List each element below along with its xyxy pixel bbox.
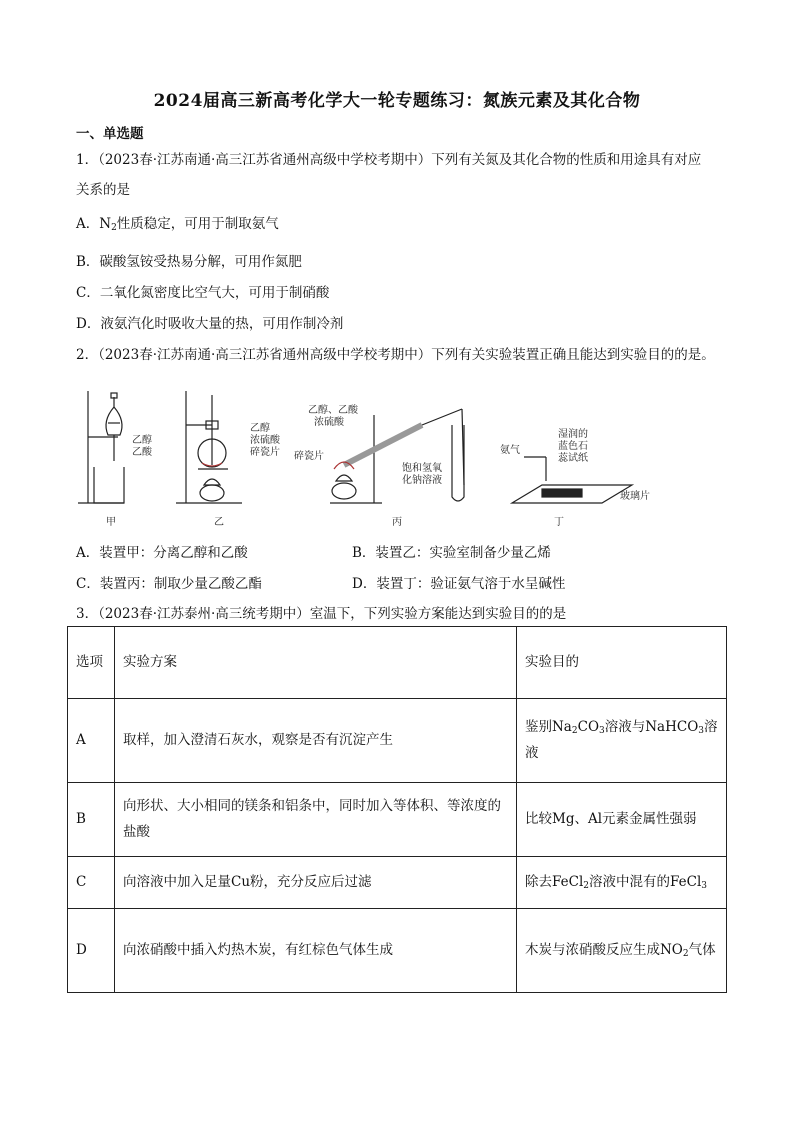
q2-option-c: C．装置丙：制取少量乙酸乙酯 <box>76 576 262 592</box>
goal-text: 气体 <box>688 941 716 958</box>
q1-a-sub: 2 <box>111 223 117 233</box>
q1-stem-line1: 1．（2023春·江苏南通·高三江苏省通州高级中学校考期中）下列有关氮及其化合物的性质和用途具有对应 <box>76 152 702 168</box>
apparatus-jia <box>78 391 124 503</box>
jia-label-2: 乙酸 <box>132 447 152 458</box>
q2-option-b: B．装置乙：实验室制备少量乙烯 <box>352 545 551 561</box>
goal-sub: 2 <box>583 880 589 891</box>
table-row <box>68 699 727 783</box>
goal-sub: 3 <box>701 880 707 891</box>
goal-sub: 2 <box>682 948 689 959</box>
goal-text: 木炭与浓硝酸反应生成NO <box>525 941 683 958</box>
ding-label-2: 蓝色石 <box>558 441 588 452</box>
row-option: D <box>68 909 115 993</box>
q1-stem-line2: 关系的是 <box>76 182 130 198</box>
q3-stem: 3．（2023春·江苏泰州·高三统考期中）室温下，下列实验方案能达到实验目的的是 <box>76 606 567 622</box>
apparatus-diagram <box>72 385 672 530</box>
q2-option-d: D．装置丁：验证氨气溶于水呈碱性 <box>352 576 566 592</box>
goal-text: 鉴别Na <box>525 718 572 735</box>
header-option: 选项 <box>68 627 115 699</box>
ding-label-4: 玻璃片 <box>620 491 650 502</box>
bing-label-4: 饱和氢氧 <box>402 463 442 474</box>
ding-caption: 丁 <box>554 517 564 528</box>
row-plan: 向溶液中加入足量Cu粉，充分反应后过滤 <box>115 857 517 909</box>
bing-caption: 丙 <box>392 517 402 528</box>
goal-text: 溶液与NaHCO <box>604 718 699 735</box>
ding-gas-label: 氨气 <box>500 445 520 456</box>
q1-option-d: D．液氨汽化时吸收大量的热，可用作制冷剂 <box>76 316 344 332</box>
header-goal: 实验目的 <box>517 627 727 699</box>
goal-sub: 3 <box>599 725 605 736</box>
q1-a-pre: A．N <box>76 216 112 232</box>
jia-caption: 甲 <box>106 517 116 528</box>
row-option: B <box>68 783 115 857</box>
q1-option-b: B．碳酸氢铵受热易分解，可用作氮肥 <box>76 254 302 270</box>
ding-label-1: 湿润的 <box>558 429 588 440</box>
goal-sub: 2 <box>571 725 578 736</box>
ding-label-3: 蕊试纸 <box>558 453 588 464</box>
goal-sub: 3 <box>698 725 705 736</box>
table-row <box>68 857 727 909</box>
bing-label-1: 乙醇、乙酸 <box>308 405 358 416</box>
table-row <box>68 783 727 857</box>
row-goal <box>517 857 727 909</box>
row-plan: 向浓硝酸中插入灼热木炭，有红棕色气体生成 <box>115 909 517 993</box>
row-goal: 比较Mg、Al元素金属性强弱 <box>517 783 727 857</box>
q2-option-a: A．装置甲：分离乙醇和乙酸 <box>76 545 248 561</box>
row-plan: 向形状、大小相同的镁条和铝条中，同时加入等体积、等浓度的盐酸 <box>115 783 517 857</box>
yi-label-2: 浓硫酸 <box>250 435 280 446</box>
bing-label-5: 化钠溶液 <box>402 475 442 486</box>
row-plan: 取样，加入澄清石灰水，观察是否有沉淀产生 <box>115 699 517 783</box>
row-option: C <box>68 857 115 909</box>
jia-label-1: 乙醇 <box>132 435 152 446</box>
apparatus-bing <box>330 409 464 503</box>
yi-label-1: 乙醇 <box>250 423 270 434</box>
yi-caption: 乙 <box>214 517 224 528</box>
q3-table <box>67 626 727 993</box>
q2-apparatus-figure <box>72 385 672 530</box>
q1-option-a <box>76 212 279 233</box>
header-plan: 实验方案 <box>115 627 517 699</box>
goal-text: 溶液中混有的FeCl <box>589 873 702 890</box>
bing-label-2: 浓硫酸 <box>314 417 344 428</box>
bing-label-3: 碎瓷片 <box>294 451 324 462</box>
row-option: A <box>68 699 115 783</box>
table-header-row <box>68 627 727 699</box>
goal-text: 溶液 <box>525 718 718 761</box>
table-row <box>68 909 727 993</box>
page-title: 2024届高三新高考化学大一轮专题练习：氮族元素及其化合物 <box>153 91 641 111</box>
q1-a-post: 性质稳定，可用于制取氨气 <box>116 216 279 232</box>
q1-option-c: C．二氧化氮密度比空气大，可用于制硝酸 <box>76 285 330 301</box>
goal-text: 除去FeCl <box>525 873 584 890</box>
goal-text: CO <box>577 718 600 735</box>
apparatus-yi <box>176 391 242 503</box>
section-heading: 一、单选题 <box>76 126 144 142</box>
row-goal <box>517 909 727 993</box>
yi-label-3: 碎瓷片 <box>250 447 280 458</box>
row-goal <box>517 699 727 783</box>
q2-stem: 2．（2023春·江苏南通·高三江苏省通州高级中学校考期中）下列有关实验装置正确且能达到实验目的的是。 <box>76 347 715 363</box>
